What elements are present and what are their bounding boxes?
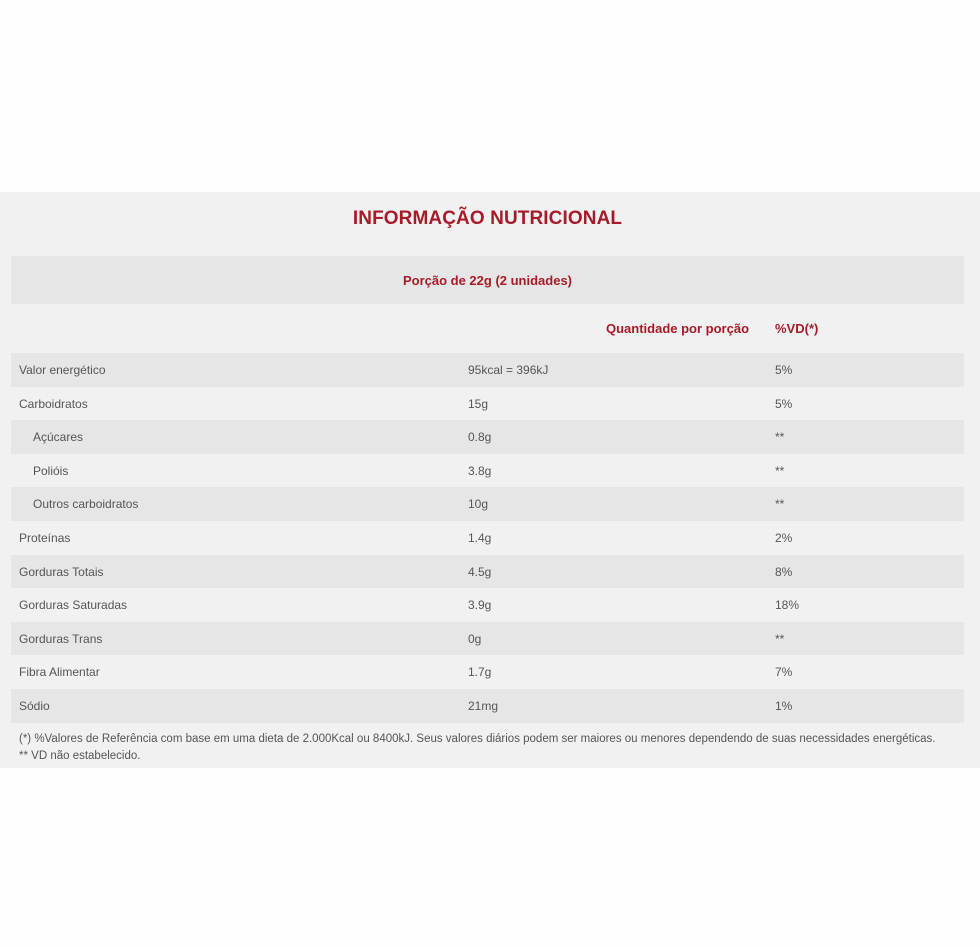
nutrient-quantity: 1.4g bbox=[468, 530, 492, 545]
nutrient-vd: 5% bbox=[775, 396, 793, 411]
nutrient-quantity: 0.8g bbox=[468, 430, 492, 445]
portion-label: Porção de 22g (2 unidades) bbox=[402, 272, 573, 288]
table-row bbox=[11, 387, 964, 421]
nutrient-vd: 1% bbox=[775, 698, 793, 713]
nutrient-vd: ** bbox=[775, 430, 785, 445]
nutrient-name: Proteínas bbox=[19, 530, 71, 545]
nutrient-quantity: 21mg bbox=[468, 698, 499, 713]
nutrition-table bbox=[11, 353, 964, 723]
table-row bbox=[11, 555, 964, 589]
reference-footnote: (*) %Valores de Referência com base em uma dieta de 2.000Kcal ou 8400kJ. Seus valores diários podem ser maiores ou menores dependendo de suas necessidades energéticas. ** VD não estabelecido. bbox=[19, 733, 936, 762]
table-row bbox=[11, 689, 964, 723]
nutrition-title: INFORMAÇÃO NUTRICIONAL bbox=[352, 208, 623, 229]
nutrient-vd: ** bbox=[775, 463, 785, 478]
nutrient-quantity: 95kcal = 396kJ bbox=[468, 363, 549, 377]
nutrient-name: Gorduras Totais bbox=[19, 564, 104, 579]
table-row bbox=[11, 622, 964, 656]
vd-column-header: %VD(*) bbox=[775, 321, 819, 336]
nutrient-name: Outros carboidratos bbox=[33, 497, 139, 512]
table-row bbox=[11, 521, 964, 555]
nutrient-quantity: 10g bbox=[468, 497, 489, 512]
nutrient-quantity: 3.9g bbox=[468, 598, 492, 613]
nutrient-vd: 5% bbox=[775, 363, 793, 377]
quantity-column-header: Quantidade por porção bbox=[606, 321, 750, 336]
nutrient-name: Gorduras Saturadas bbox=[19, 598, 128, 613]
nutrient-name: Gorduras Trans bbox=[19, 631, 103, 646]
table-row bbox=[11, 420, 964, 454]
table-row bbox=[11, 353, 964, 387]
table-row bbox=[11, 454, 964, 488]
nutrient-name: Açúcares bbox=[33, 430, 84, 445]
table-row bbox=[11, 487, 964, 521]
nutrient-vd: 8% bbox=[775, 564, 793, 579]
nutrient-quantity: 15g bbox=[468, 396, 489, 411]
portion-banner bbox=[11, 256, 964, 304]
nutrient-vd: 18% bbox=[775, 598, 800, 613]
table-row bbox=[11, 588, 964, 622]
table-row bbox=[11, 655, 964, 689]
nutrient-name: Polióis bbox=[33, 463, 69, 478]
nutrient-vd: ** bbox=[775, 631, 785, 646]
nutrient-quantity: 4.5g bbox=[468, 564, 492, 579]
nutrient-vd: 7% bbox=[775, 665, 793, 680]
nutrient-vd: ** bbox=[775, 497, 785, 512]
nutrient-quantity: 0g bbox=[468, 631, 482, 646]
nutrient-name: Valor energético bbox=[19, 363, 106, 377]
nutrient-name: Carboidratos bbox=[19, 396, 88, 411]
nutrient-quantity: 1.7g bbox=[468, 665, 492, 680]
nutrient-name: Fibra Alimentar bbox=[19, 665, 100, 680]
nutrient-vd: 2% bbox=[775, 530, 793, 545]
nutrient-quantity: 3.8g bbox=[468, 463, 492, 478]
nutrient-name: Sódio bbox=[19, 698, 50, 713]
